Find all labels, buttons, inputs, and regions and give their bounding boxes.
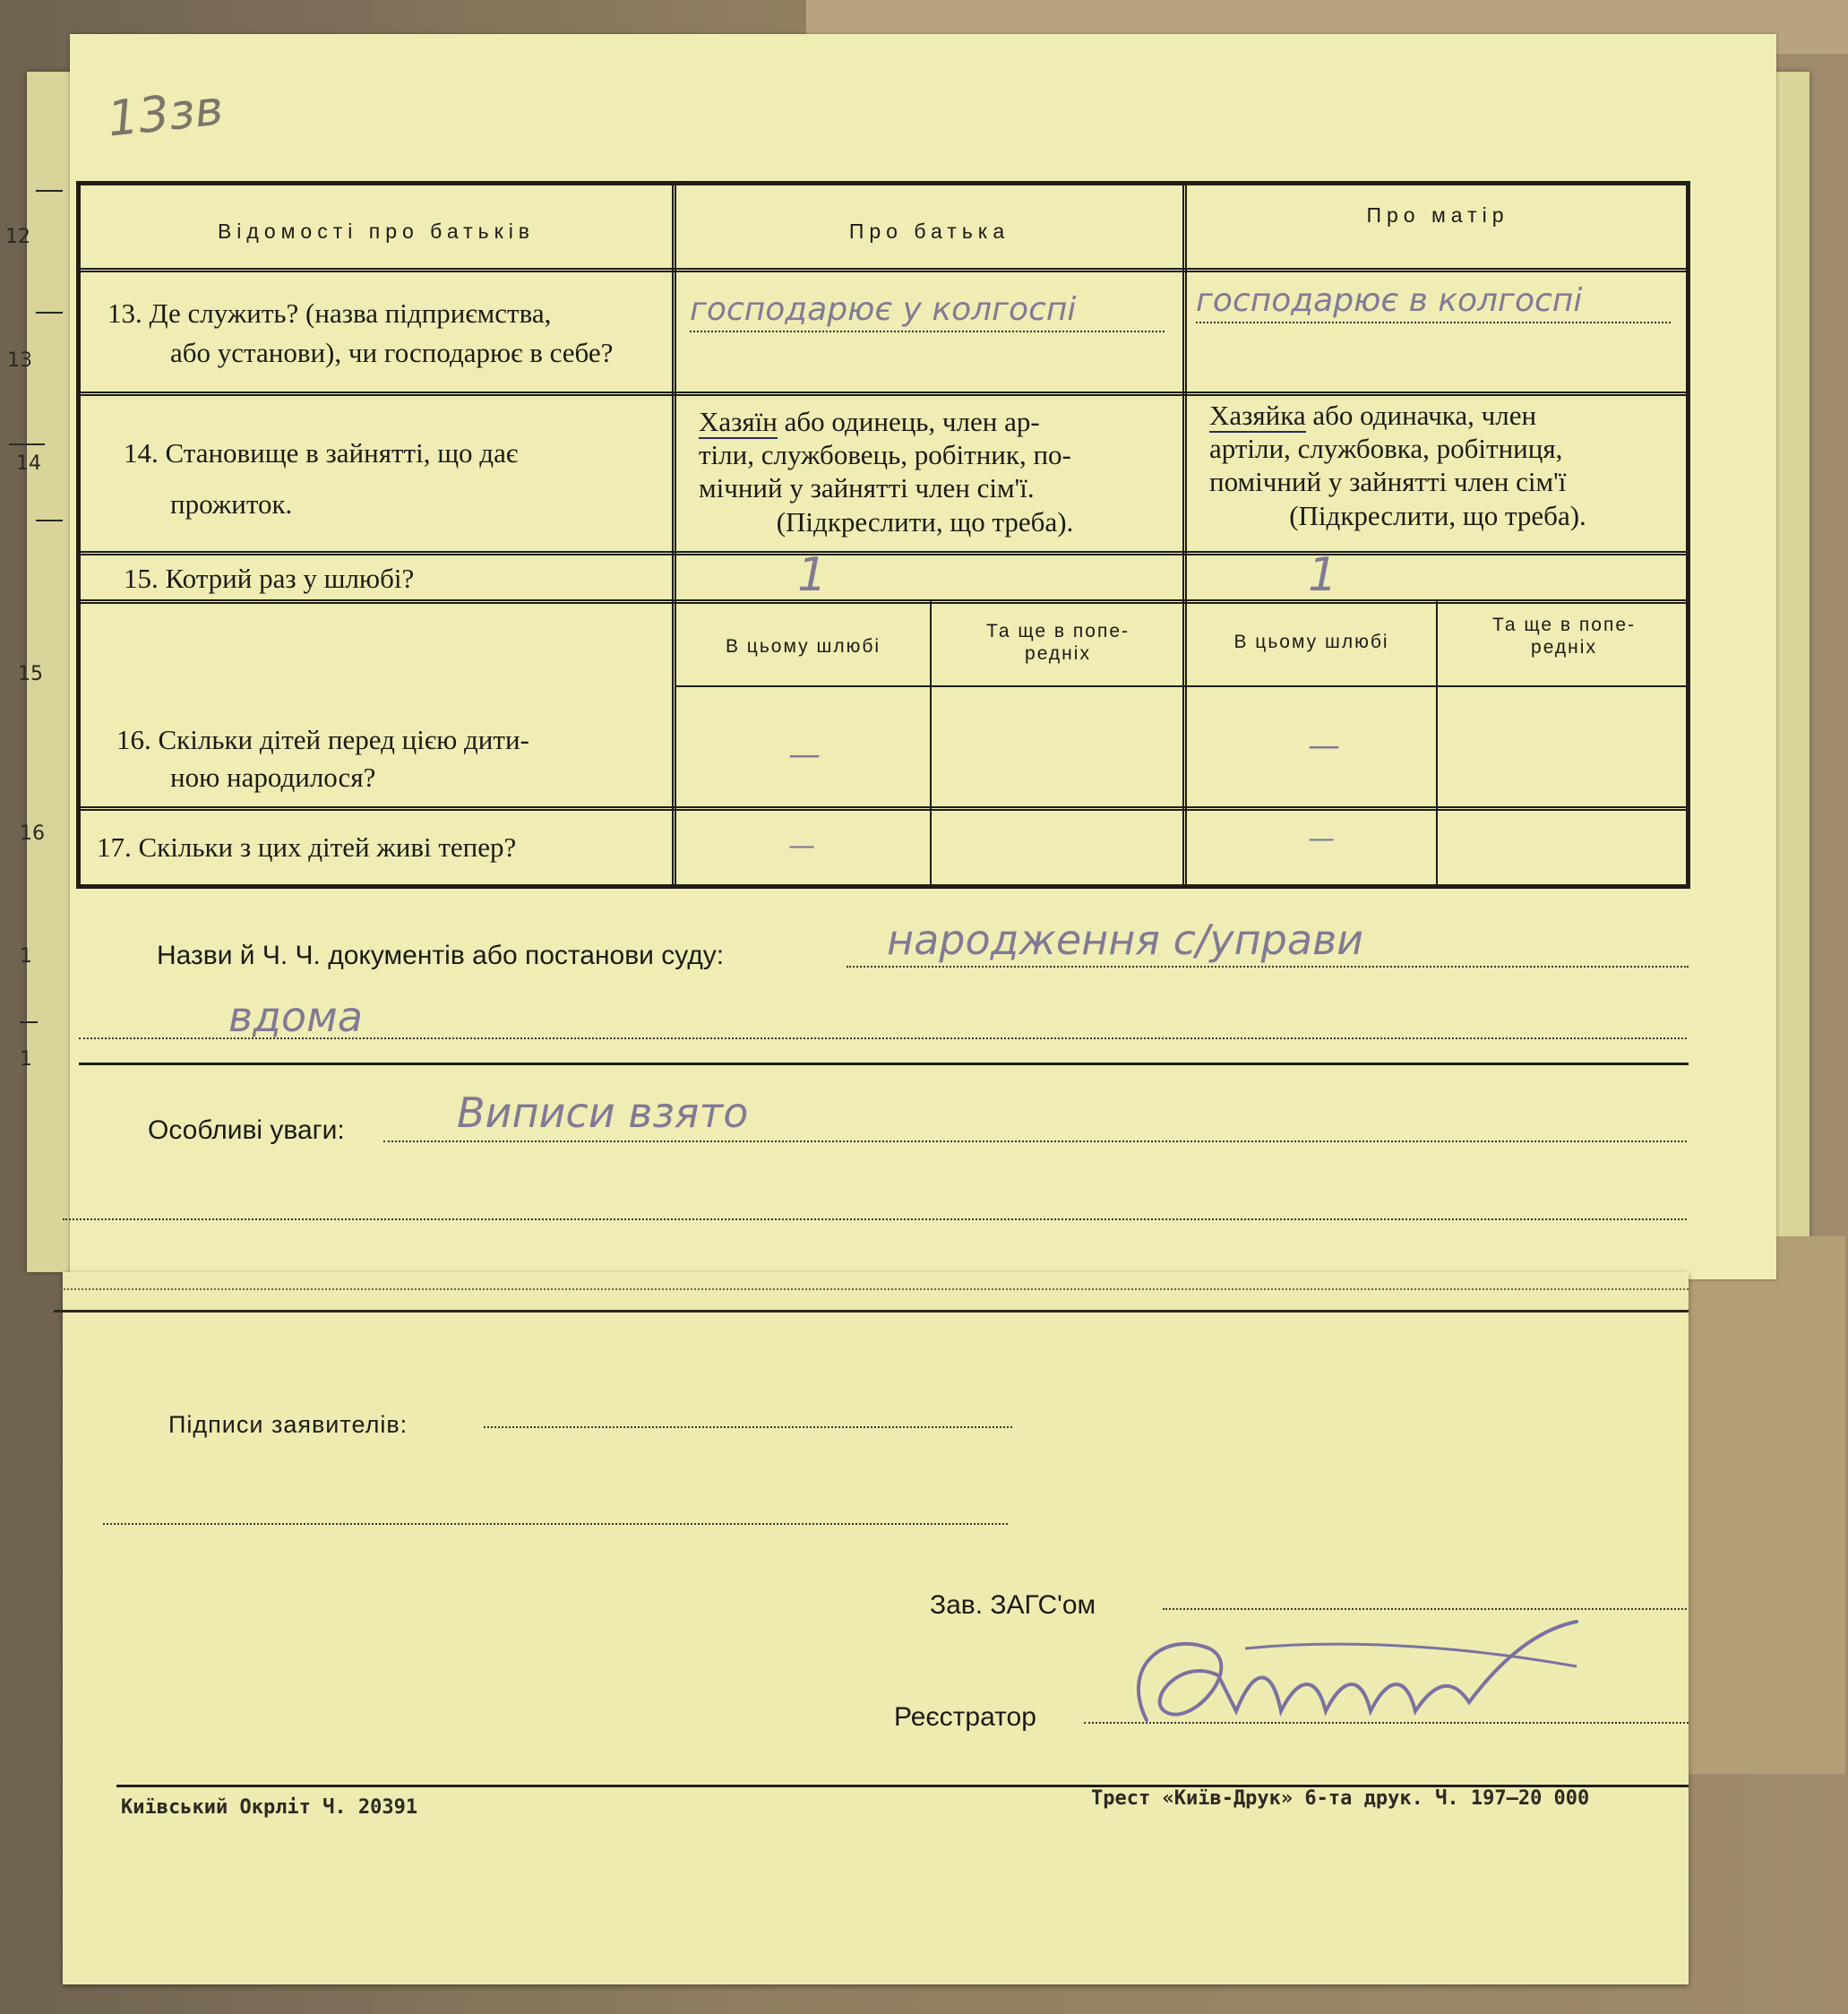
notes-line1 [383, 1140, 1687, 1142]
header-parents-info: Відомості про батьків [217, 219, 536, 243]
row16-prev-header-line2: редніх [1531, 637, 1597, 658]
row17-mother-this-value: — [1308, 823, 1335, 855]
row16-father-prev-header [933, 620, 1182, 665]
margin-number: 15 [18, 663, 43, 685]
margin-tick [36, 190, 63, 192]
row14-mother-options [1209, 399, 1666, 532]
row-divider [675, 685, 1686, 687]
column-divider [930, 599, 932, 889]
documents-label: Назви й Ч. Ч. документів або постанови суду: [157, 941, 725, 970]
applicants-signatures-label: Підписи заявителів: [168, 1411, 408, 1438]
margin-tick [9, 443, 45, 445]
margin-number: 1 [20, 1048, 32, 1071]
row14-label-line1: 14. Становище в зайнятті, що дає [124, 437, 519, 469]
parents-info-table [76, 181, 1690, 889]
fold-line [54, 1310, 1689, 1313]
row16-father-this-header: В цьому шлюбі [725, 636, 881, 657]
row14-father-text: мічний у зайнятті член сім'ї. [699, 472, 1035, 504]
footer-printer-right: Трест «Київ-Друк» 6-та друк. Ч. 197—20 000 [1091, 1787, 1590, 1810]
header-father: Про батька [848, 219, 1010, 243]
registrar-label: Реєстратор [894, 1702, 1036, 1732]
row13-mother-handwriting: господарює в колгоспі [1196, 282, 1583, 319]
row14-father-text: або одинець, член ар- [784, 406, 1040, 437]
row16-mother-prev-header [1440, 614, 1689, 658]
notes-handwriting: Виписи взято [457, 1089, 749, 1137]
row13-label-line2: або установи), чи господарює в себе? [170, 337, 614, 368]
column-divider [1182, 185, 1187, 889]
row13-father-line [690, 331, 1165, 332]
row14-mother-selected: Хазяйка [1209, 400, 1306, 431]
row13-mother-line [1196, 322, 1671, 323]
row17-label: 17. Скільки з цих дітей живі тепер? [97, 831, 517, 863]
row14-mother-text: артіли, службовка, робітниця, [1209, 433, 1563, 465]
zags-head-signature-line [1163, 1608, 1687, 1610]
row-divider [81, 392, 1686, 396]
row14-father-options [699, 405, 1151, 538]
row16-father-this-value: — [788, 736, 821, 773]
margin-tick [36, 520, 63, 521]
row14-father-text: (Підкреслити, що треба). [776, 505, 1074, 538]
margin-tick [20, 1021, 38, 1023]
column-divider [672, 185, 676, 889]
row14-father-text: тіли, службовець, робітник, по- [699, 439, 1071, 471]
row16-prev-header-line2: редніх [1025, 643, 1091, 665]
margin-number: 12 [5, 226, 30, 248]
row14-mother-text: або одиначка, член [1312, 400, 1537, 431]
margin-tick [36, 312, 63, 314]
row16-prev-header-line1: Та ще в попе- [1491, 615, 1637, 635]
zags-head-label: Зав. ЗАГС'ом [930, 1590, 1096, 1620]
row16-mother-this-header: В цьому шлюбі [1233, 632, 1389, 652]
section-divider [79, 1063, 1689, 1065]
documents-handwriting-line2: вдома [228, 993, 363, 1041]
row17-father-this-value: — [788, 831, 815, 862]
row14-mother-text: (Підкреслити, що треба). [1289, 499, 1586, 531]
row15-father-value: 1 [797, 548, 828, 602]
row-divider [81, 551, 1686, 555]
notes-label: Особливі уваги: [148, 1115, 345, 1145]
row-divider [81, 599, 1686, 604]
documents-line1 [847, 966, 1689, 968]
fold-dotted-line [54, 1288, 1689, 1290]
row14-mother-text: помічний у зайнятті член сім'ї [1209, 466, 1567, 498]
footer-printer-left: Київський Окрліт Ч. 20391 [121, 1796, 418, 1819]
margin-number: 1 [20, 945, 32, 968]
row16-mother-this-value: — [1308, 727, 1340, 764]
notes-line2 [63, 1218, 1687, 1220]
documents-handwriting-line1: народження с/управи [887, 916, 1364, 964]
row13-label-line1: 13. Де служить? (назва підприємства, [107, 297, 552, 329]
archive-number: 13зв [105, 79, 227, 148]
row-divider [81, 806, 1686, 811]
background-sheet-right [1684, 1236, 1845, 1774]
column-divider [1436, 599, 1438, 889]
margin-number: 13 [7, 349, 32, 372]
row16-label-line2: ною народилося? [170, 762, 376, 793]
margin-number: 16 [20, 822, 45, 845]
row14-father-selected: Хазяїн [699, 406, 778, 437]
row16-label-line1: 16. Скільки дітей перед цією дити- [116, 724, 529, 755]
row16-prev-header-line1: Та ще в попе- [985, 621, 1130, 641]
row13-father-handwriting: господарює у колгоспі [690, 291, 1077, 328]
margin-numbers [0, 179, 63, 1165]
row15-mother-value: 1 [1308, 548, 1338, 602]
row-divider [81, 268, 1686, 272]
applicants-signature-line1 [484, 1426, 1012, 1428]
row15-label: 15. Котрий раз у шлюбі? [124, 563, 415, 594]
margin-number: 14 [16, 452, 41, 475]
applicants-signature-line2 [103, 1523, 1008, 1525]
registrar-signature [1111, 1613, 1612, 1765]
row14-label-line2: прожиток. [170, 488, 293, 520]
header-mother: Про матір [1366, 203, 1509, 227]
